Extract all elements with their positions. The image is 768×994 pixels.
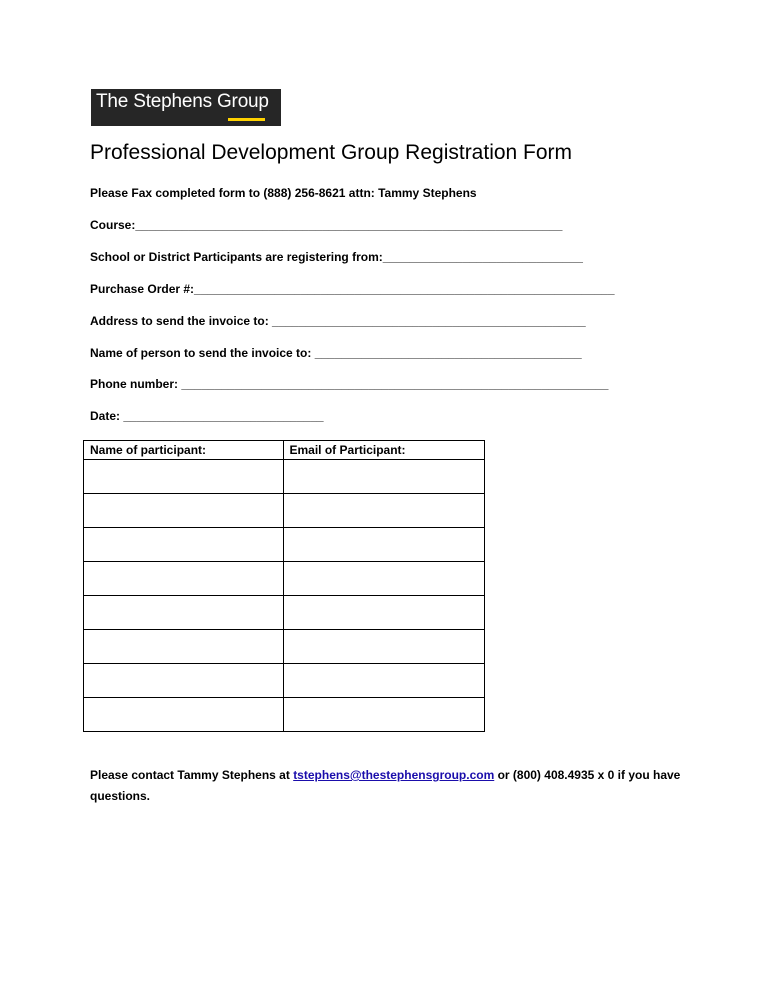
participant-name-cell[interactable] — [84, 494, 284, 528]
contact-prefix: Please contact Tammy Stephens at — [90, 768, 294, 782]
table-row — [84, 562, 485, 596]
participant-email-cell[interactable] — [283, 664, 485, 698]
participant-email-cell[interactable] — [283, 562, 485, 596]
table-row — [84, 528, 485, 562]
company-logo — [91, 89, 281, 126]
participant-name-cell[interactable] — [84, 698, 284, 732]
invoice-person-field[interactable]: Name of person to send the invoice to: ________________________________________ — [90, 346, 582, 360]
table-row — [84, 664, 485, 698]
logo-accent-bar — [228, 118, 265, 121]
phone-number-field[interactable]: Phone number: ________________________________________________________________ — [90, 377, 609, 391]
participant-name-cell[interactable] — [84, 460, 284, 494]
school-district-field[interactable]: School or District Participants are registering from:______________________________ — [90, 250, 583, 264]
date-field[interactable]: Date: ______________________________ — [90, 409, 324, 423]
participant-email-cell[interactable] — [283, 494, 485, 528]
column-header-email: Email of Participant: — [283, 441, 485, 460]
table-row — [84, 494, 485, 528]
column-header-name: Name of participant: — [84, 441, 284, 460]
course-field[interactable]: Course:________________________________________________________________ — [90, 218, 563, 232]
contact-note — [90, 765, 690, 807]
participant-name-cell[interactable] — [84, 630, 284, 664]
participant-email-cell[interactable] — [283, 698, 485, 732]
table-row — [84, 698, 485, 732]
participant-name-cell[interactable] — [84, 528, 284, 562]
participant-name-cell[interactable] — [84, 596, 284, 630]
table-header-row — [84, 441, 485, 460]
logo-text: The Stephens Group — [96, 91, 269, 112]
participants-table — [83, 440, 485, 732]
participant-email-cell[interactable] — [283, 630, 485, 664]
table-row — [84, 460, 485, 494]
invoice-address-field[interactable]: Address to send the invoice to: _______________________________________________ — [90, 314, 586, 328]
table-row — [84, 630, 485, 664]
fax-instruction: Please Fax completed form to (888) 256-8621 attn: Tammy Stephens — [90, 186, 477, 200]
participant-name-cell[interactable] — [84, 562, 284, 596]
purchase-order-field[interactable]: Purchase Order #:_______________________________________________________________ — [90, 282, 615, 296]
participant-email-cell[interactable] — [283, 596, 485, 630]
table-row — [84, 596, 485, 630]
participant-email-cell[interactable] — [283, 460, 485, 494]
contact-email-link[interactable]: tstephens@thestephensgroup.com — [293, 768, 495, 782]
page-title: Professional Development Group Registration Form — [90, 141, 573, 164]
participant-name-cell[interactable] — [84, 664, 284, 698]
contact-suffix: or (800) 408.4935 x 0 if you have questions. — [90, 768, 681, 803]
participant-email-cell[interactable] — [283, 528, 485, 562]
